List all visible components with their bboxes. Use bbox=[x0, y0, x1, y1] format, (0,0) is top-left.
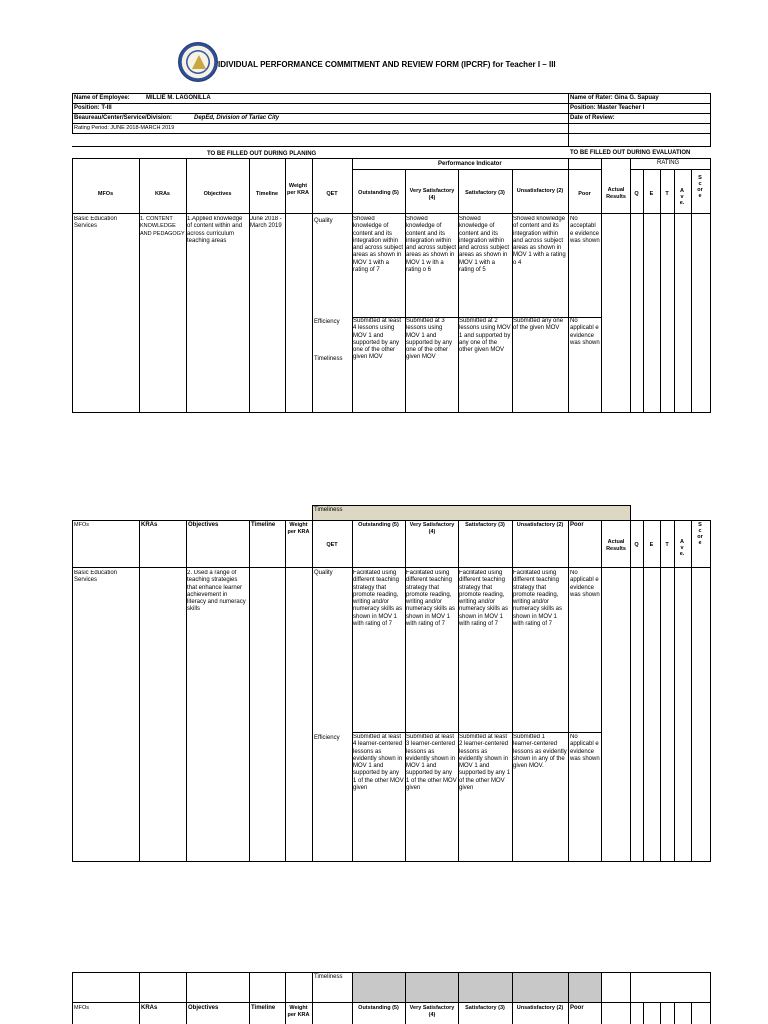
s3-col-unsatisfactory: Unsatisfactory (2) bbox=[516, 1005, 564, 1011]
s2-timeliness-label: Timeliness bbox=[314, 507, 343, 513]
s2-e-poor: No applicabl e evidence was shown bbox=[570, 734, 600, 762]
col-score: Score bbox=[697, 175, 703, 199]
col-qet: QET bbox=[326, 191, 338, 197]
s2-e-unsatisfactory: Submitted 1 learner-centered lessons as evidently shown in any of the given MOV. bbox=[513, 734, 567, 770]
s1-efficiency: Efficiency bbox=[314, 319, 340, 325]
s1-objective: 1.Applied knowledge of content within and across curriculum teaching areas bbox=[187, 216, 243, 244]
s2-col-unsatisfactory: Unsatisfactory (2) bbox=[516, 522, 564, 528]
col-weight: Weight per KRA bbox=[287, 183, 310, 196]
s3-shade bbox=[352, 972, 601, 1002]
s1-e-outstanding: Submitted at least 4 lessons using MOV 1 and supported by any one of the other given MOV bbox=[353, 318, 402, 361]
s2-col-objectives: Objectives bbox=[188, 522, 219, 528]
col-unsatisfactory: Unsatisfactory (2) bbox=[516, 188, 564, 194]
col-actual-results: Actual Results bbox=[606, 187, 626, 200]
s1-e-poor: No applicabl e evidence was shown bbox=[570, 318, 600, 346]
evaluation-label: TO BE FILLED OUT DURING EVALUATION bbox=[570, 150, 691, 156]
s3-col-objectives: Objectives bbox=[188, 1005, 219, 1011]
rater-position: Position: Master Teacher I bbox=[570, 105, 645, 111]
employee-name: MILLIE M. LAGONILLA bbox=[146, 95, 211, 101]
s2-col-weight: Weight per KRA bbox=[287, 522, 310, 535]
s3-col-kras: KRAs bbox=[141, 1005, 158, 1011]
s1-q-unsatisfactory: Showed knowledge of content and its integration within and across subject areas as shown in MOV 1 with a rating o 4 bbox=[513, 216, 566, 266]
s2-mfo: Basic Education Services bbox=[74, 570, 118, 584]
s3-col-weight: Weight per KRA bbox=[287, 1005, 310, 1018]
s2-col-score: Score bbox=[697, 522, 703, 546]
s2-q-unsatisfactory: Facilitated using different teaching strategy that promote reading, writing and/or numeracy skills as shown in MOV 1 with rating of 7 bbox=[513, 570, 563, 628]
s1-timeliness: Timeliness bbox=[314, 356, 343, 362]
s2-col-actual-results: Actual Results bbox=[606, 539, 626, 552]
s2-col-mfos: MFOs bbox=[74, 522, 89, 528]
col-very-satisfactory: Very Satisfactory (4) bbox=[409, 188, 455, 201]
col-objectives: Objectives bbox=[203, 191, 232, 197]
s3-col-satisfactory: Satisfactory (3) bbox=[465, 1005, 505, 1011]
s2-col-t: T bbox=[665, 542, 669, 548]
s2-col-satisfactory: Satisfactory (3) bbox=[465, 522, 505, 528]
col-outstanding: Outstanding (5) bbox=[358, 190, 399, 196]
rating-period: Rating Period: JUNE 2018-MARCH 2019 bbox=[74, 125, 175, 131]
s1-mfo: Basic Education Services bbox=[74, 216, 118, 230]
s3-col-very-satisfactory: Very Satisfactory (4) bbox=[409, 1005, 455, 1018]
s1-timeline: June 2018 - March 2019 bbox=[250, 216, 282, 230]
s2-col-kras: KRAs bbox=[141, 522, 158, 528]
s3-col-timeline: Timeline bbox=[251, 1005, 276, 1011]
s2-q-satisfactory: Facilitated using different teaching strategy that promote reading, writing and/or numeracy skills as shown in MOV 1 with rating of 7 bbox=[459, 570, 509, 628]
s1-q-very-satisfactory: Showed knowledge of content and its integration within and across subject areas as shown in MOV 1 w ith a rating o 6 bbox=[406, 216, 457, 274]
rater-name: Name of Rater: Gina G. Sapuay bbox=[570, 95, 659, 101]
s2-q-poor: No applicabl e evidence was shown bbox=[570, 570, 600, 598]
s2-timeliness-shade bbox=[312, 505, 630, 520]
bureau-value: DepEd, Division of Tarlac City bbox=[194, 115, 280, 121]
position-label: Position: T-III bbox=[74, 105, 112, 111]
deped-seal-logo bbox=[178, 42, 218, 82]
s1-kra: 1. CONTENT KNOWLEDGE AND PEDAGOGY bbox=[140, 216, 185, 237]
s2-q-very-satisfactory: Facilitated using different teaching strategy that promote reading, writing and/or numeracy skills as shown in MOV 1 with rating of 7 bbox=[406, 570, 456, 628]
s1-e-satisfactory: Submitted at 2 lessons using MOV 1 and supported by any one of the other given MOV bbox=[459, 318, 511, 354]
col-mfos: MFOs bbox=[97, 191, 114, 197]
form-title: IDIVIDUAL PERFORMANCE COMMITMENT AND REVIEW FORM (IPCRF) for Teacher I – III bbox=[218, 60, 556, 69]
s1-quality: Quality bbox=[314, 218, 333, 224]
performance-indicator-header: Performance Indicator bbox=[438, 161, 502, 167]
col-satisfactory: Satisfactory (3) bbox=[465, 190, 505, 196]
rating-header: RATING bbox=[657, 160, 680, 166]
s3-timeliness-label: Timeliness bbox=[314, 974, 343, 980]
s2-col-outstanding: Outstanding (5) bbox=[358, 522, 399, 528]
s2-col-qet: QET bbox=[326, 542, 338, 548]
col-timeline: Timeline bbox=[255, 191, 279, 197]
s3-col-poor: Poor bbox=[570, 1005, 584, 1011]
s3-col-mfos: MFOs bbox=[74, 1005, 89, 1011]
s2-col-q: Q bbox=[634, 542, 639, 548]
s2-col-e: E bbox=[649, 542, 654, 548]
s2-objective: 2. Used a range of teaching strategies that enhance learner achievement in literacy and numeracy skills bbox=[187, 570, 246, 613]
s1-q-satisfactory: Showed knowledge of content and its integration within and across subject areas as shown in MOV 1 with a rating of 5 bbox=[459, 216, 510, 274]
s1-e-unsatisfactory: Submitted any one of the given MOV bbox=[513, 318, 564, 332]
s2-q-outstanding: Facilitated using different teaching strategy that promote reading, writing and/or numeracy skills as shown in MOV 1 with rating of 7 bbox=[353, 570, 403, 628]
s1-e-very-satisfactory: Submitted at 3 lessons using MOV 1 and supported by any one of the other given MOV bbox=[406, 318, 453, 361]
s2-col-timeline: Timeline bbox=[251, 522, 276, 528]
planning-label: TO BE FILLED OUT DURING PLANING bbox=[207, 151, 317, 157]
s1-q-poor: No acceptabl e evidence was shown bbox=[570, 216, 600, 244]
col-t: T bbox=[665, 191, 669, 197]
s3-col-outstanding: Outstanding (5) bbox=[358, 1005, 399, 1011]
s2-col-ave: Ave. bbox=[679, 539, 685, 557]
col-kras: KRAs bbox=[155, 191, 170, 197]
s2-quality: Quality bbox=[314, 570, 333, 576]
col-q: Q bbox=[634, 191, 639, 197]
bureau-label: Beaureau/Center/Service/Division: bbox=[74, 115, 173, 121]
s1-q-outstanding: Showed knowledge of content and its integration within and across subject areas as shown in MOV 1 with a rating of 7 bbox=[353, 216, 404, 274]
col-ave: Ave. bbox=[679, 188, 685, 206]
employee-label: Name of Employee: bbox=[74, 95, 130, 101]
s2-e-very-satisfactory: Submitted at least 3 learner-centered lessons as evidently shown in MOV 1 and supported by any 1 of the other MOV given bbox=[406, 734, 457, 792]
date-of-review-label: Date of Review: bbox=[570, 115, 615, 121]
s2-e-outstanding: Submitted at least 4 learner-centered lessons as evidently shown in MOV 1 and supported by any 1 of the other MOV given bbox=[353, 734, 404, 792]
s2-e-satisfactory: Submitted at least 2 learner-centered lessons as evidently shown in MOV 1 and supported by any 1 of the other MOV given bbox=[459, 734, 511, 792]
col-poor: Poor bbox=[578, 191, 591, 197]
s2-col-poor: Poor bbox=[570, 522, 584, 528]
s2-col-very-satisfactory: Very Satisfactory (4) bbox=[409, 522, 455, 535]
s2-efficiency: Efficiency bbox=[314, 735, 340, 741]
col-e: E bbox=[649, 191, 654, 197]
